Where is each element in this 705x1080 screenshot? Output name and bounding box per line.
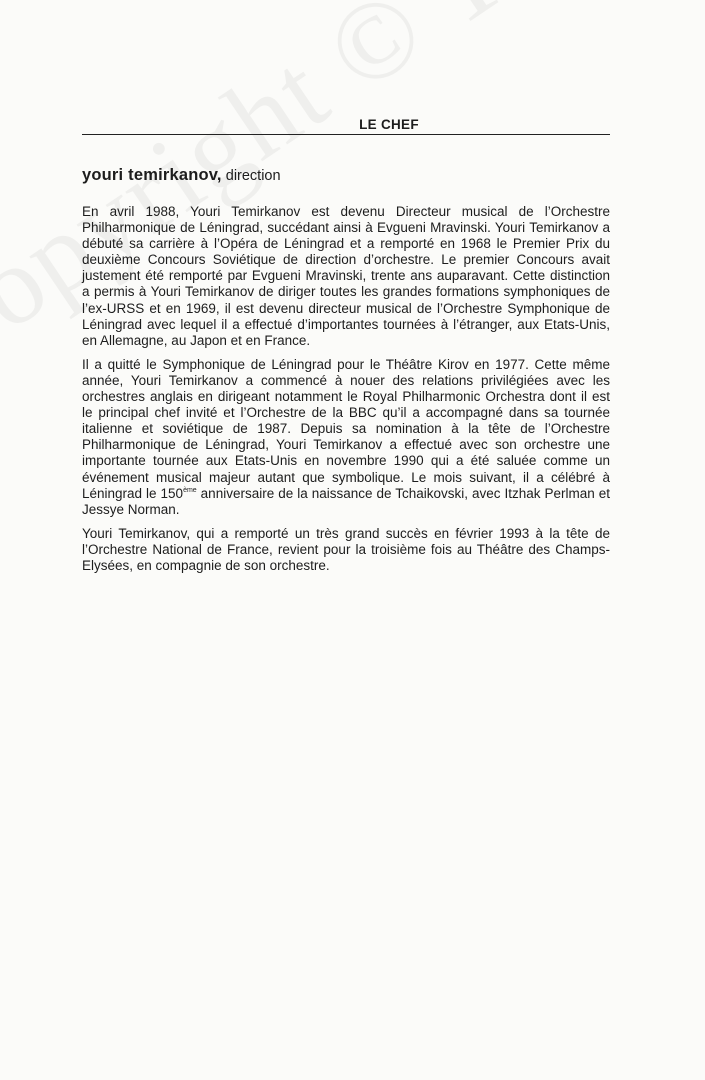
conductor-role: direction (225, 168, 281, 184)
paragraph-2-text-a: Il a quitté le Symphonique de Léningrad pour le Théâtre Kirov en 1977. Cette même année, Youri Temirkanov a commencé à nouer des relations privilégiées avec les orchestres anglais en dirigeant notamment le Royal Philharmonic Orchestra dont il est le principal chef invité et l’Orchestre de la BBC qu’il a accompagné dans sa tournée italienne et soviétique de 1987. Depuis sa nomination à la tête de l’Orchestre Philharmonique de Léningrad, Youri Temirkanov a effectué avec son orchestre une importante tournée aux Etats-Unis en novembre 1990 qui a été saluée comme un événement musical majeur autant que symbolique. Le mois suivant, il a célébré à Léningrad le 150 (82, 356, 610, 501)
ordinal-superscript: ème (183, 486, 197, 494)
biography-text (82, 204, 610, 582)
conductor-heading (82, 164, 610, 187)
paragraph-3: Youri Temirkanov, qui a remporté un très grand succès en février 1993 à la tête de l’Orchestre National de France, revient pour la troisième fois au Théâtre des Champs-Elysées, en compagnie de son orchestre. (82, 525, 610, 573)
section-label: LE CHEF (359, 117, 419, 132)
paragraph-2-text-b: anniversaire de la naissance de Tchaikovski, avec Itzhak Perlman et Jessye Norman. (82, 485, 610, 517)
section-header (82, 116, 610, 135)
paragraph-2 (82, 357, 610, 518)
paragraph-1: En avril 1988, Youri Temirkanov est devenu Directeur musical de l’Orchestre Philharmonique de Léningrad, succédant ainsi à Evgueni Mravinski. Youri Temirkanov a débuté sa carrière à l’Opéra de Léningrad et a remporté en 1968 le Premier Prix du deuxième Concours Soviétique de direction d’orchestre. Le premier Concours avait justement été remporté par Evgueni Mravinski, trente ans auparavant. Cette distinction a permis à Youri Temirkanov de diriger toutes les grandes formations symphoniques de l’ex-URSS et en 1969, il est devenu directeur musical de l’Orchestre Symphonique de Léningrad avec lequel il a effectué d’importantes tournées à l’étranger, aux Etats-Unis, en Allemagne, au Japon et en France. (82, 204, 610, 348)
conductor-name: youri temirkanov, (82, 166, 222, 184)
header-rule (82, 134, 610, 135)
